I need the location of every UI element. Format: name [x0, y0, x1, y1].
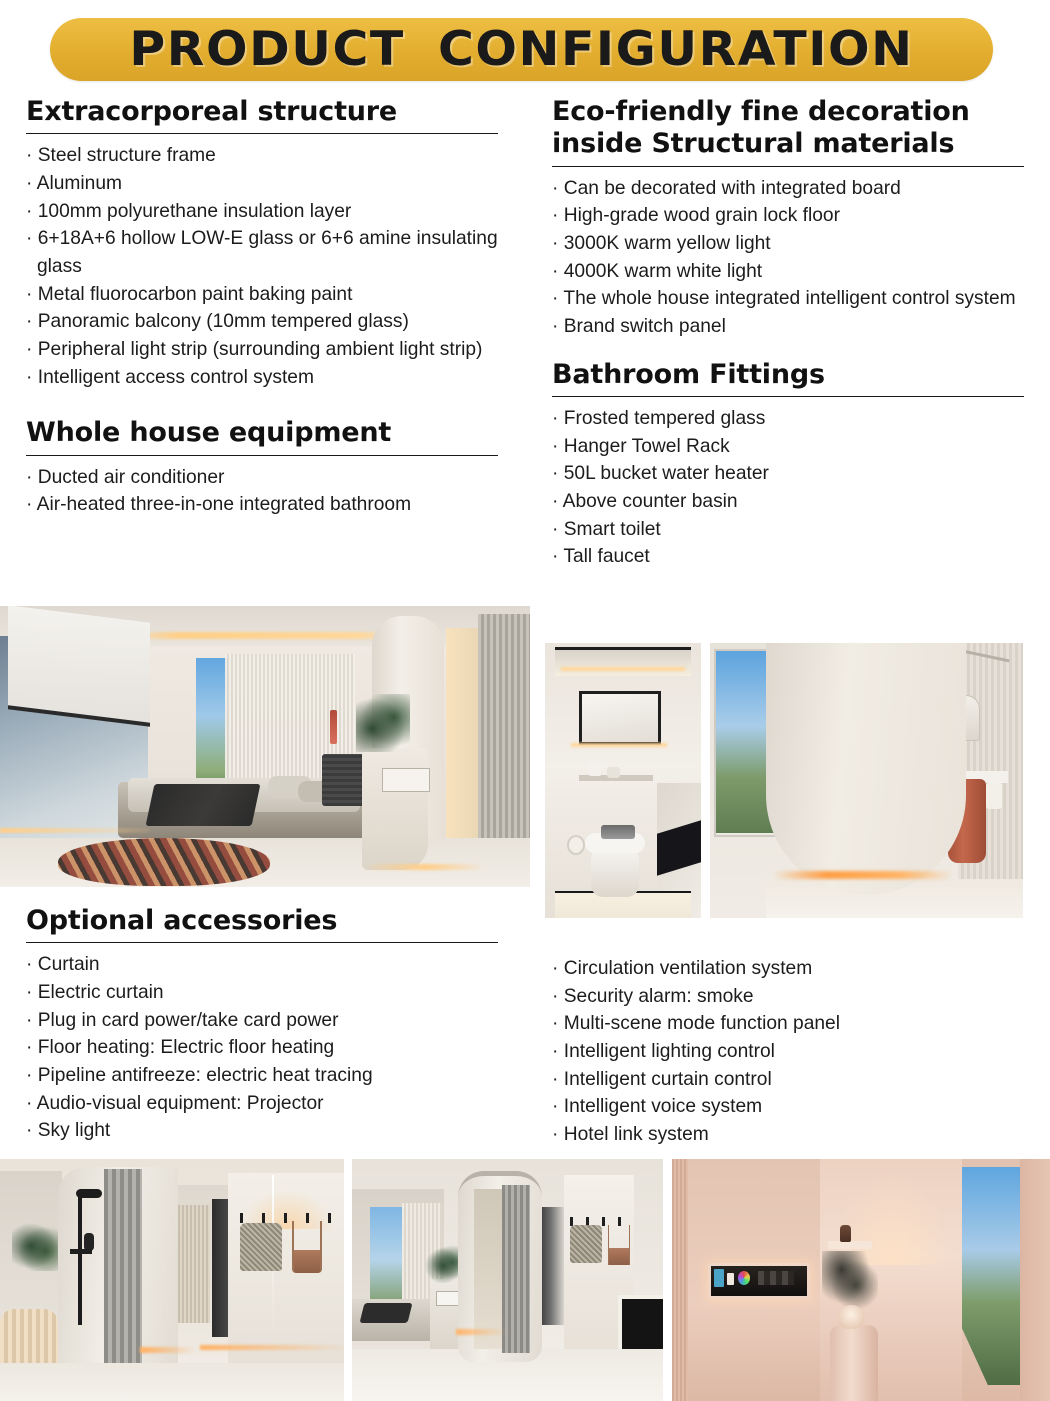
- list-item: · Hotel link system: [552, 1121, 1024, 1149]
- list-item: · 50L bucket water heater: [552, 460, 1024, 488]
- section-title-extracorporeal-structure: Extracorporeal structure: [26, 96, 498, 134]
- list-item: · Air-heated three-in-one integrated bathroom: [26, 491, 498, 519]
- left-column: [26, 96, 498, 519]
- photo-bathroom-smart-toilet: [545, 643, 701, 918]
- list-item: · Metal fluorocarbon paint baking paint: [26, 281, 498, 309]
- section-title-eco-friendly-decoration: Eco-friendly fine decoration inside Structural materials: [552, 96, 1024, 167]
- photo-bedroom-shower-pod: [352, 1159, 663, 1401]
- list-item: · 4000K warm white light: [552, 258, 1024, 286]
- list-item: · Smart toilet: [552, 516, 1024, 544]
- spec-list-smart-systems: [552, 955, 1024, 1148]
- spec-list-bathroom-fittings: [552, 405, 1024, 571]
- photo-control-panel-wall: [672, 1159, 1050, 1401]
- banner-pill: [50, 18, 993, 81]
- right-column: [552, 96, 1024, 571]
- list-item: · Pipeline antifreeze: electric heat tracing: [26, 1062, 498, 1090]
- list-item: · Plug in card power/take card power: [26, 1007, 498, 1035]
- smart-systems-block: [552, 955, 1024, 1148]
- list-item: · High-grade wood grain lock floor: [552, 202, 1024, 230]
- list-item: · Tall faucet: [552, 543, 1024, 571]
- list-item: · Can be decorated with integrated board: [552, 175, 1024, 203]
- list-item: · 100mm polyurethane insulation layer: [26, 198, 498, 226]
- list-item: · 6+18A+6 hollow LOW-E glass or 6+6 amine insulating glass: [26, 225, 498, 280]
- section-title-whole-house-equipment: Whole house equipment: [26, 417, 498, 455]
- photo-shower-and-hook-wall: [0, 1159, 344, 1401]
- list-item: · Intelligent access control system: [26, 364, 498, 392]
- section-title-bathroom-fittings: Bathroom Fittings: [552, 359, 1024, 397]
- list-item: · Peripheral light strip (surrounding ambient light strip): [26, 336, 498, 364]
- list-item: · The whole house integrated intelligent control system: [552, 285, 1024, 313]
- list-item: · Multi-scene mode function panel: [552, 1010, 1024, 1038]
- list-item: · Frosted tempered glass: [552, 405, 1024, 433]
- spec-list-extracorporeal-structure: [26, 142, 498, 391]
- list-item: · Electric curtain: [26, 979, 498, 1007]
- header-banner: [0, 0, 1050, 96]
- spec-list-optional-accessories: [26, 951, 498, 1144]
- photo-bedroom-interior: [0, 606, 530, 887]
- list-item: · Sky light: [26, 1117, 498, 1145]
- list-item: · Intelligent lighting control: [552, 1038, 1024, 1066]
- list-item: · Audio-visual equipment: Projector: [26, 1090, 498, 1118]
- list-item: · Steel structure frame: [26, 142, 498, 170]
- list-item: · Ducted air conditioner: [26, 464, 498, 492]
- photo-bathroom-basin-curved-wall: [710, 643, 1023, 918]
- list-item: · Circulation ventilation system: [552, 955, 1024, 983]
- page-title: PRODUCT CONFIGURATION: [129, 22, 914, 77]
- section-title-optional-accessories: Optional accessories: [26, 905, 498, 943]
- spec-list-whole-house-equipment: [26, 464, 498, 519]
- list-item: · Panoramic balcony (10mm tempered glass): [26, 308, 498, 336]
- list-item: · Security alarm: smoke: [552, 983, 1024, 1011]
- list-item: · Above counter basin: [552, 488, 1024, 516]
- list-item: · Floor heating: Electric floor heating: [26, 1034, 498, 1062]
- list-item: · 3000K warm yellow light: [552, 230, 1024, 258]
- list-item: · Brand switch panel: [552, 313, 1024, 341]
- list-item: · Curtain: [26, 951, 498, 979]
- optional-accessories-block: [26, 905, 498, 1145]
- list-item: · Intelligent voice system: [552, 1093, 1024, 1121]
- list-item: · Hanger Towel Rack: [552, 433, 1024, 461]
- spec-list-eco-friendly-decoration: [552, 175, 1024, 341]
- list-item: · Intelligent curtain control: [552, 1066, 1024, 1094]
- list-item: · Aluminum: [26, 170, 498, 198]
